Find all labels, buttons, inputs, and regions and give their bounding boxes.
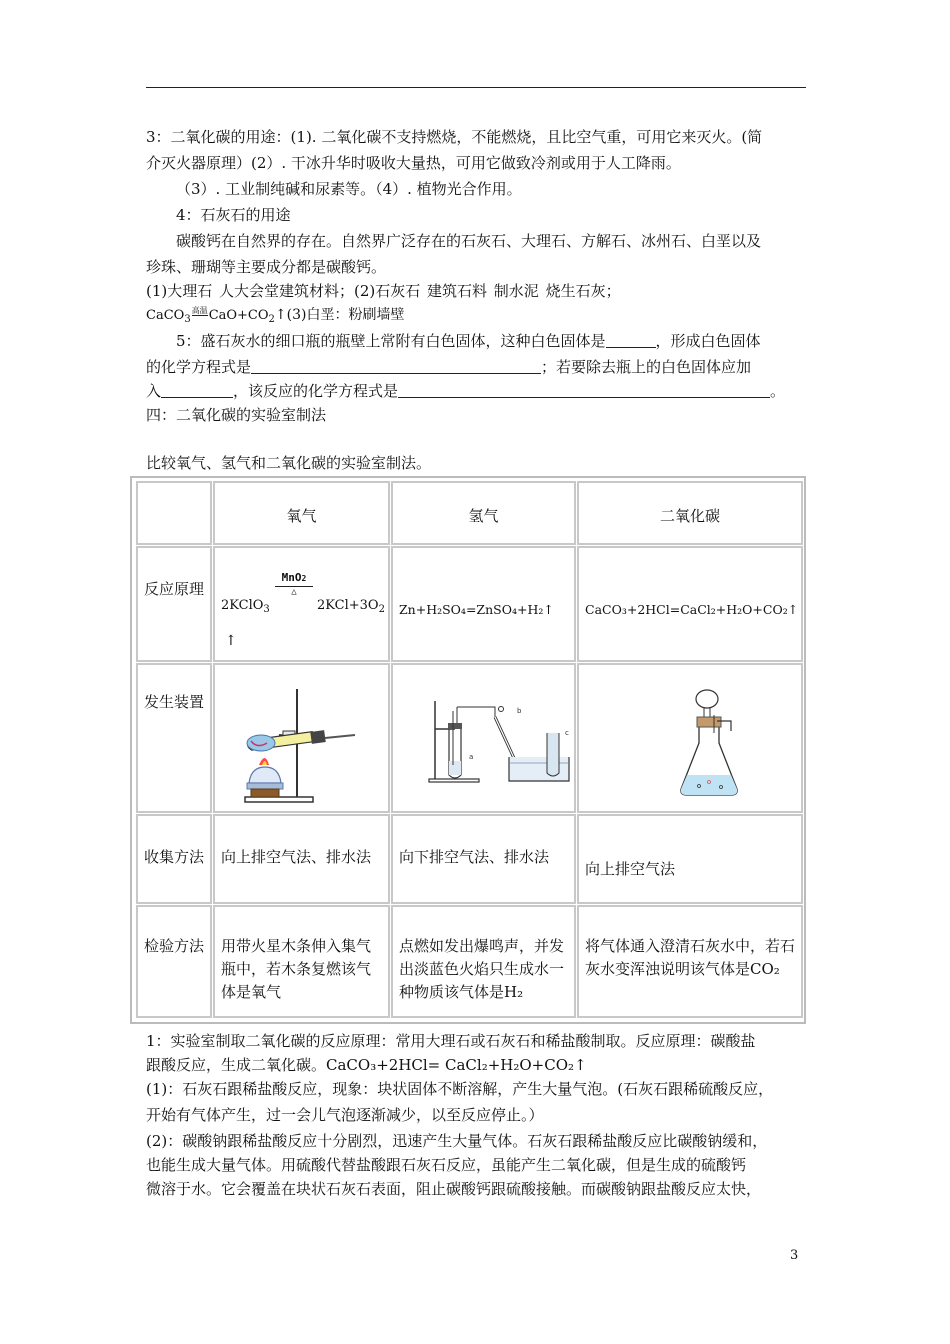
label-collection: 收集方法	[136, 814, 212, 904]
section4-para1: 碳酸钙在自然界的存在。自然界广泛存在的石灰石、大理石、方解石、冰州石、白垩以及	[176, 232, 762, 250]
after-p2a: (1)：石灰石跟稀盐酸反应，现象：块状固体不断溶解，产生大量气泡。(石灰石跟稀硫酸反应，	[146, 1080, 774, 1098]
label-a: a	[469, 753, 474, 761]
blank-formation-equation[interactable]	[251, 359, 541, 374]
section3-line2: 介灭火器原理）(2）. 干冰升华时吸收大量热，可用它做致冷剂或用于人工降雨。	[146, 154, 681, 172]
after-p1a: 1：实验室制取二氧化碳的反应原理：常用大理石或石灰石和稀盐酸制取。反应原理：碳酸盐	[146, 1032, 756, 1050]
section3-line1: 3：二氧化碳的用途：(1). 二氧化碳不支持燃烧，不能燃烧，且比空气重，可用它来灭火。(简	[146, 128, 763, 146]
after-p2b: 开始有气体产生，过一会儿气泡逐渐减少，以至反应停止。）	[146, 1106, 544, 1124]
after-p1b: 跟酸反应，生成二氧化碳。CaCO₃+2HCl= CaCl₂+H₂O+CO₂↑	[146, 1056, 587, 1074]
table-corner	[136, 481, 212, 545]
co2-apparatus-drawing	[585, 669, 803, 813]
blank-white-solid[interactable]	[606, 333, 656, 348]
principle-hydrogen: Zn+H₂SO₄=ZnSO₄+H₂↑	[391, 546, 576, 662]
section4-equation: CaCO$_3$高温$CaO+CO_2↑(3)$白垩：粉刷墙壁	[146, 306, 405, 325]
label-principle: 反应原理	[136, 546, 212, 662]
catalyst-label: MnO2	[281, 571, 307, 584]
label-test: 检验方法	[136, 905, 212, 1018]
page-number: 3	[790, 1248, 799, 1263]
principle-co2: CaCO₃+2HCl=CaCl₂+H₂O+CO₂↑	[577, 546, 803, 662]
apparatus-hydrogen	[391, 663, 576, 813]
test-co2: 将气体通入澄清石灰水中，若石灰水变浑浊说明该气体是CO₂	[577, 905, 803, 1018]
section5-line1: 5：盛石灰水的细口瓶的瓶壁上常附有白色固体，这种白色固体是 ，形成白色固体	[176, 332, 761, 350]
heading-section4: 四：二氧化碳的实验室制法	[146, 406, 327, 424]
header-co2: 二氧化碳	[577, 481, 803, 545]
blank-remover[interactable]	[161, 383, 233, 398]
collection-hydrogen: 向下排空气法、排水法	[391, 814, 576, 904]
header-oxygen: 氧气	[213, 481, 390, 545]
principle-oxygen: 2KClO$_3$ MnO2 △ $2KCl+3O_2$ ↑	[213, 546, 390, 662]
test-hydrogen: 点燃如发出爆鸣声，并发出淡蓝色火焰只生成水一种物质该气体是H₂	[391, 905, 576, 1018]
after-p3c: 微溶于水。它会覆盖在块状石灰石表面，阻止碳酸钙跟硫酸接触。而碳酸钠跟盐酸反应太快，	[146, 1180, 762, 1198]
apparatus-oxygen	[213, 663, 390, 813]
blank-removal-equation[interactable]	[398, 383, 770, 398]
label-apparatus: 发生装置	[136, 663, 212, 813]
test-oxygen: 用带火星木条伸入集气瓶中，若木条复燃该气体是氧气	[213, 905, 390, 1018]
apparatus-co2	[577, 663, 803, 813]
section5-line2: 的化学方程式是 ；若要除去瓶上的白色固体应加	[146, 358, 752, 376]
label-b: b	[517, 707, 522, 715]
label-c: c	[565, 729, 569, 737]
header-hydrogen: 氢气	[391, 481, 576, 545]
section4-title: 4：石灰石的用途	[176, 206, 291, 224]
collection-oxygen: 向上排空气法、排水法	[213, 814, 390, 904]
section4-uses: (1)大理石 人大会堂建筑材料；(2)石灰石 建筑石料 制水泥 烧生石灰；	[146, 282, 621, 300]
section4-para2: 珍珠、珊瑚等主要成分都是碳酸钙。	[146, 258, 387, 276]
after-p3b: 也能生成大量气体。用硫酸代替盐酸跟石灰石反应，虽能产生二氧化碳，但是生成的硫酸钙	[146, 1156, 747, 1174]
section5-line3: 入 ，该反应的化学方程式是 。	[146, 382, 786, 400]
condition-high-temp: 高温	[191, 306, 208, 315]
hydrogen-apparatus-drawing	[399, 669, 576, 813]
compare-title: 比较氧气、氢气和二氧化碳的实验室制法。	[146, 454, 432, 472]
comparison-table	[130, 476, 806, 1024]
oxygen-apparatus-drawing	[221, 669, 390, 813]
gas-arrow: ↑	[225, 633, 237, 649]
after-p3a: (2)：碳酸钠跟稀盐酸反应十分剧烈，迅速产生大量气体。石灰石跟稀盐酸反应比碳酸钠缓和，	[146, 1132, 768, 1150]
collection-co2: 向上排空气法	[577, 814, 803, 904]
section3-line3: （3）. 工业制纯碱和尿素等。（4）. 植物光合作用。	[176, 180, 522, 198]
header-rule	[146, 87, 806, 88]
heat-symbol: △	[291, 587, 297, 597]
